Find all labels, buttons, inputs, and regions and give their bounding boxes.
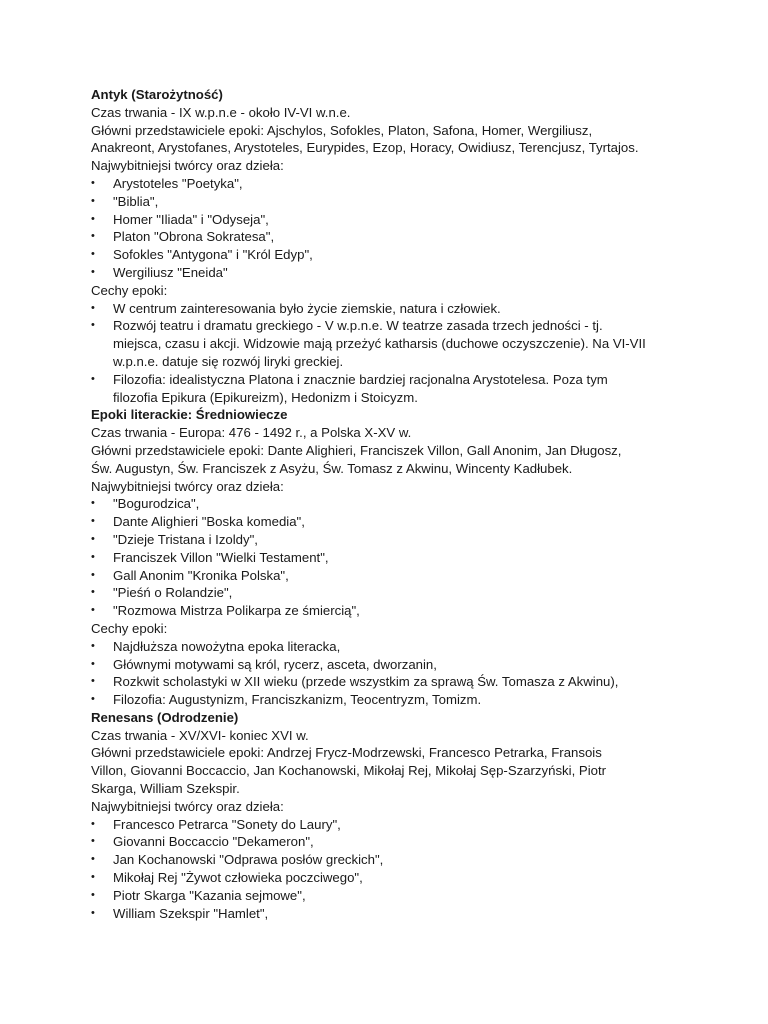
bullet-icon: • — [91, 657, 95, 670]
bullet-icon: • — [91, 230, 95, 243]
list-item-line: "Pieśń o Rolandzie", — [113, 585, 233, 601]
list-item — [91, 638, 731, 656]
bullet-icon: • — [91, 497, 95, 510]
list-item-line: Francesco Petrarca "Sonety do Laury", — [113, 816, 341, 832]
bullet-icon: • — [91, 693, 95, 706]
bullet-icon: • — [91, 675, 95, 688]
representatives-line: Villon, Giovanni Boccaccio, Jan Kochanowski, Mikołaj Rej, Mikołaj Sęp-Szarzyński, Piotr — [91, 763, 607, 779]
list-item-text — [113, 175, 731, 193]
duration-line: Czas trwania - IX w.p.n.e - około IV-VI w.n.e. — [91, 104, 351, 120]
list-item-line: Mikołaj Rej "Żywot człowieka poczciwego", — [113, 870, 363, 886]
list-item-text — [113, 816, 731, 834]
bullet-icon: • — [91, 212, 95, 225]
list-item-line: Giovanni Boccaccio "Dekameron", — [113, 834, 314, 850]
list-item-line: Wergiliusz "Eneida" — [113, 264, 228, 280]
list-item — [91, 816, 731, 834]
list-item-line: Arystoteles "Poetyka", — [113, 175, 243, 191]
list-item — [91, 317, 731, 370]
list-item-line: Rozkwit scholastyki w XII wieku (przede wszystkim za sprawą Św. Tomasza z Akwinu), — [113, 674, 619, 690]
bullet-icon: • — [91, 176, 95, 189]
list-item-text — [113, 673, 731, 691]
bullet-icon: • — [91, 265, 95, 278]
list-item-line: "Rozmowa Mistrza Polikarpa ze śmiercią", — [113, 603, 360, 619]
list-item-line: Jan Kochanowski "Odprawa posłów greckich", — [113, 852, 384, 868]
duration-line: Czas trwania - XV/XVI- koniec XVI w. — [91, 727, 309, 743]
list-item-text — [113, 691, 731, 709]
list-item-line: "Biblia", — [113, 193, 159, 209]
list-item — [91, 887, 731, 905]
list-item — [91, 371, 731, 407]
list-item-text — [113, 246, 731, 264]
list-item — [91, 905, 731, 923]
list-item-line: miejsca, czasu i akcji. Widzowie mają przeżyć katharsis (duchowe oczyszczenie). Na VI-VII — [113, 336, 646, 352]
list-item-text — [113, 513, 731, 531]
bullet-icon: • — [91, 871, 95, 884]
list-item-text — [113, 869, 731, 887]
list-item-line: Głównymi motywami są król, rycerz, asceta, dworzanin, — [113, 656, 437, 672]
list-item-line: Najdłuższa nowożytna epoka literacka, — [113, 638, 341, 654]
section — [91, 709, 731, 923]
list-item-line: w.p.n.e. datuje się rozwój liryki greckiej. — [113, 353, 344, 369]
bullet-icon: • — [91, 853, 95, 866]
list-item-text — [113, 887, 731, 905]
list-item-text — [113, 549, 731, 567]
bullet-icon: • — [91, 532, 95, 545]
list-item-text — [113, 193, 731, 211]
works-label: Najwybitniejsi twórcy oraz dzieła: — [91, 158, 284, 174]
list-item — [91, 656, 731, 674]
features-list — [91, 300, 731, 407]
list-item-text — [113, 905, 731, 923]
section-heading: Antyk (Starożytność) — [91, 87, 223, 102]
list-item-line: William Szekspir "Hamlet", — [113, 905, 269, 921]
works-list — [91, 816, 731, 923]
representatives-line: Skarga, William Szekspir. — [91, 781, 240, 797]
list-item — [91, 673, 731, 691]
list-item-line: Gall Anonim "Kronika Polska", — [113, 567, 289, 583]
list-item — [91, 851, 731, 869]
works-label: Najwybitniejsi twórcy oraz dzieła: — [91, 478, 284, 494]
list-item-text — [113, 833, 731, 851]
list-item — [91, 833, 731, 851]
list-item-line: filozofia Epikura (Epikureizm), Hedonizm i Stoicyzm. — [113, 389, 418, 405]
list-item — [91, 584, 731, 602]
section-heading: Renesans (Odrodzenie) — [91, 709, 239, 725]
list-item-line: Piotr Skarga "Kazania sejmowe", — [113, 887, 306, 903]
works-label: Najwybitniejsi twórcy oraz dzieła: — [91, 798, 284, 814]
list-item-line: W centrum zainteresowania było życie ziemskie, natura i człowiek. — [113, 300, 501, 316]
features-label: Cechy epoki: — [91, 620, 168, 636]
list-item-text — [113, 531, 731, 549]
bullet-icon: • — [91, 639, 95, 652]
list-item — [91, 264, 731, 282]
list-item — [91, 549, 731, 567]
list-item — [91, 228, 731, 246]
bullet-icon: • — [91, 817, 95, 830]
list-item-line: Homer "Iliada" i "Odyseja", — [113, 211, 269, 227]
list-item — [91, 531, 731, 549]
list-item — [91, 513, 731, 531]
list-item-line: Rozwój teatru i dramatu greckiego - V w.p.n.e. W teatrze zasada trzech jedności - tj. — [113, 318, 603, 334]
bullet-icon: • — [91, 604, 95, 617]
list-item-text — [113, 851, 731, 869]
list-item-text — [113, 638, 731, 656]
list-item — [91, 211, 731, 229]
list-item-text — [113, 300, 731, 318]
section-heading: Epoki literackie: Średniowiecze — [91, 407, 288, 423]
list-item — [91, 495, 731, 513]
works-list — [91, 495, 731, 620]
list-item — [91, 175, 731, 193]
list-item-line: "Dzieje Tristana i Izoldy", — [113, 531, 258, 547]
bullet-icon: • — [91, 550, 95, 563]
bullet-icon: • — [91, 906, 95, 919]
bullet-icon: • — [91, 248, 95, 261]
bullet-icon: • — [91, 568, 95, 581]
list-item-text — [113, 567, 731, 585]
features-list — [91, 638, 731, 709]
document-page — [91, 86, 731, 922]
features-label: Cechy epoki: — [91, 282, 168, 298]
list-item-text — [113, 371, 731, 407]
bullet-icon: • — [91, 586, 95, 599]
list-item-line: Filozofia: idealistyczna Platona i znacznie bardziej racjonalna Arystotelesa. Poza tym — [113, 371, 608, 387]
bullet-icon: • — [91, 194, 95, 207]
list-item — [91, 869, 731, 887]
list-item-line: Platon "Obrona Sokratesa", — [113, 229, 275, 245]
list-item-line: Sofokles "Antygona" i "Król Edyp", — [113, 247, 313, 263]
list-item-text — [113, 228, 731, 246]
list-item-text — [113, 211, 731, 229]
representatives-line: Główni przedstawiciele epoki: Andrzej Frycz-Modrzewski, Francesco Petrarka, Fransois — [91, 745, 602, 761]
list-item-line: Dante Alighieri "Boska komedia", — [113, 514, 305, 530]
list-item-line: Franciszek Villon "Wielki Testament", — [113, 549, 329, 565]
representatives-line: Główni przedstawiciele epoki: Ajschylos, Sofokles, Platon, Safona, Homer, Wergiliusz, — [91, 122, 593, 138]
works-list — [91, 175, 731, 282]
list-item — [91, 246, 731, 264]
list-item-text — [113, 495, 731, 513]
list-item — [91, 691, 731, 709]
list-item-line: "Bogurodzica", — [113, 496, 200, 512]
bullet-icon: • — [91, 835, 95, 848]
list-item — [91, 602, 731, 620]
bullet-icon: • — [91, 515, 95, 528]
bullet-icon: • — [91, 888, 95, 901]
list-item-text — [113, 317, 731, 370]
list-item-text — [113, 584, 731, 602]
list-item-text — [113, 602, 731, 620]
section — [91, 406, 731, 709]
list-item-text — [113, 264, 731, 282]
representatives-line: Św. Augustyn, Św. Franciszek z Asyżu, Św. Tomasz z Akwinu, Wincenty Kadłubek. — [91, 460, 573, 476]
bullet-icon: • — [91, 319, 95, 332]
duration-line: Czas trwania - Europa: 476 - 1492 r., a Polska X-XV w. — [91, 425, 412, 441]
list-item — [91, 567, 731, 585]
list-item-text — [113, 656, 731, 674]
list-item — [91, 300, 731, 318]
representatives-line: Główni przedstawiciele epoki: Dante Alighieri, Franciszek Villon, Gall Anonim, Jan Długosz, — [91, 442, 622, 458]
section — [91, 86, 731, 406]
representatives-line: Anakreont, Arystofanes, Arystoteles, Eurypides, Ezop, Horacy, Owidiusz, Terencjusz, Tyrtajos. — [91, 140, 639, 156]
list-item-line: Filozofia: Augustynizm, Franciszkanizm, Teocentryzm, Tomizm. — [113, 692, 482, 708]
bullet-icon: • — [91, 301, 95, 314]
bullet-icon: • — [91, 372, 95, 385]
list-item — [91, 193, 731, 211]
